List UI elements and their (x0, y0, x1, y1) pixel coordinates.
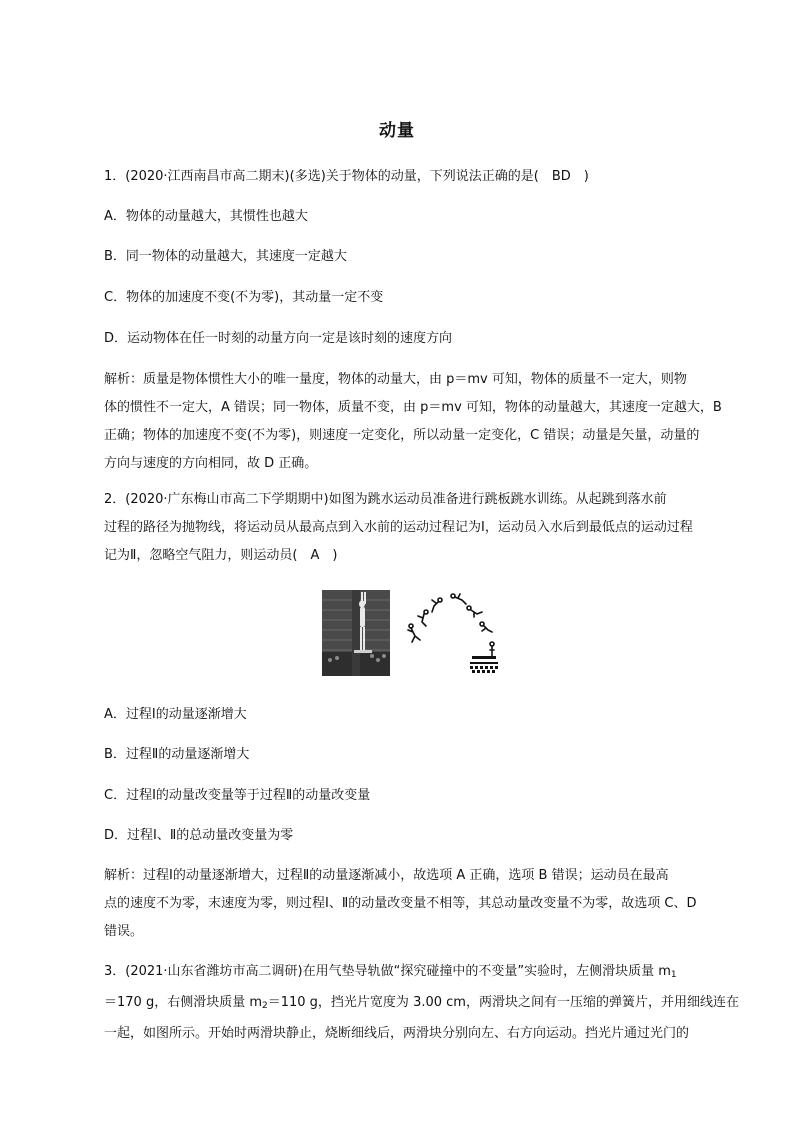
q1-analysis-line: 解析：质量是物体惯性大小的唯一量度，物体的动量大，由 p＝mv 可知，物体的质量不一定大，则物 (104, 372, 687, 387)
q3-line2-text-b: ＝110 g，挡光片宽度为 3.00 cm，两滑块之间有一压缩的弹簧片，并用细线连在 (267, 995, 739, 1010)
q1-analysis-line: 体的惯性不一定大，A 错误；同一物体，质量不变，由 p＝mv 可知，物体的动量越大，其速度一定越大，B (104, 400, 722, 415)
q2-stem-line: 2．(2020·广东梅山市高二下学期期中)如图为跳水运动员准备进行跳板跳水训练。从起跳到落水前 (104, 492, 667, 507)
q2-option-d: D．过程Ⅰ、Ⅱ的总动量改变量为零 (104, 828, 294, 843)
q1-option-d: D．运动物体在任一时刻的动量方向一定是该时刻的速度方向 (104, 331, 453, 346)
q1-option-c: C．物体的加速度不变(不为零)，其动量一定不变 (104, 290, 384, 305)
q1-analysis-line: 方向与速度的方向相同，故 D 正确。 (104, 456, 318, 471)
q3-m2-subscript: 2 (262, 1001, 268, 1011)
q2-option-b: B．过程Ⅱ的动量逐渐增大 (104, 747, 250, 762)
q3-stem-line: 一起，如图所示。开始时两滑块静止，烧断细线后，两滑块分别向左、右方向运动。挡光片通过光门的 (104, 1026, 690, 1041)
diver-photo (322, 590, 390, 676)
q1-analysis (104, 366, 722, 478)
page-title: 动量 (379, 121, 415, 141)
q2-analysis-line: 解析：过程Ⅰ的动量逐渐增大，过程Ⅱ的动量逐渐减小，故选项 A 正确，选项 B 错误；运动员在最高 (104, 868, 669, 883)
q3-line1-text: 3．(2021·山东省潍坊市高二调研)在用气垫导轨做“探究碰撞中的不变量”实验时，左侧滑块质量 m (104, 964, 671, 979)
q2-stem-line: 过程的路径为抛物线，将运动员从最高点到入水前的运动过程记为Ⅰ，运动员入水后到最低点的运动过程 (104, 520, 693, 535)
q1-option-a: A．物体的动量越大，其惯性也越大 (104, 209, 308, 224)
q2-option-c: C．过程Ⅰ的动量改变量等于过程Ⅱ的动量改变量 (104, 788, 371, 803)
q3-m1-subscript: 1 (670, 970, 677, 980)
trajectory-drawing (402, 590, 502, 676)
q3-stem-line (104, 989, 739, 1020)
q2-analysis (104, 862, 719, 946)
q2-analysis-line: 错误。 (104, 924, 144, 939)
q2-option-a: A．过程Ⅰ的动量逐渐增大 (104, 707, 247, 722)
diving-trajectory-diagram (402, 590, 502, 676)
q1-option-b: B．同一物体的动量越大，其速度一定越大 (104, 249, 347, 264)
q3-stem (104, 958, 739, 1048)
q2-analysis-line: 点的速度不为零，末速度为零，则过程Ⅰ、Ⅱ的动量改变量不相等，其总动量改变量不为零，故选项 C、D (104, 896, 697, 911)
q1-stem: 1．(2020·江西南昌市高二期末)(多选)关于物体的动量，下列说法正确的是( BD ) (104, 169, 589, 184)
q1-analysis-line: 正确；物体的加速度不变(不为零)，则速度一定变化，所以动量一定变化，C 错误；动量是矢量，动量的 (104, 428, 700, 443)
q3-line2-text-a: ＝170 g，右侧滑块质量 m (104, 995, 262, 1010)
q3-stem-line (104, 958, 719, 989)
diver-photo-image (322, 590, 390, 676)
q2-stem (104, 486, 719, 570)
q2-stem-line: 记为Ⅱ，忽略空气阻力，则运动员( A ) (104, 548, 338, 563)
